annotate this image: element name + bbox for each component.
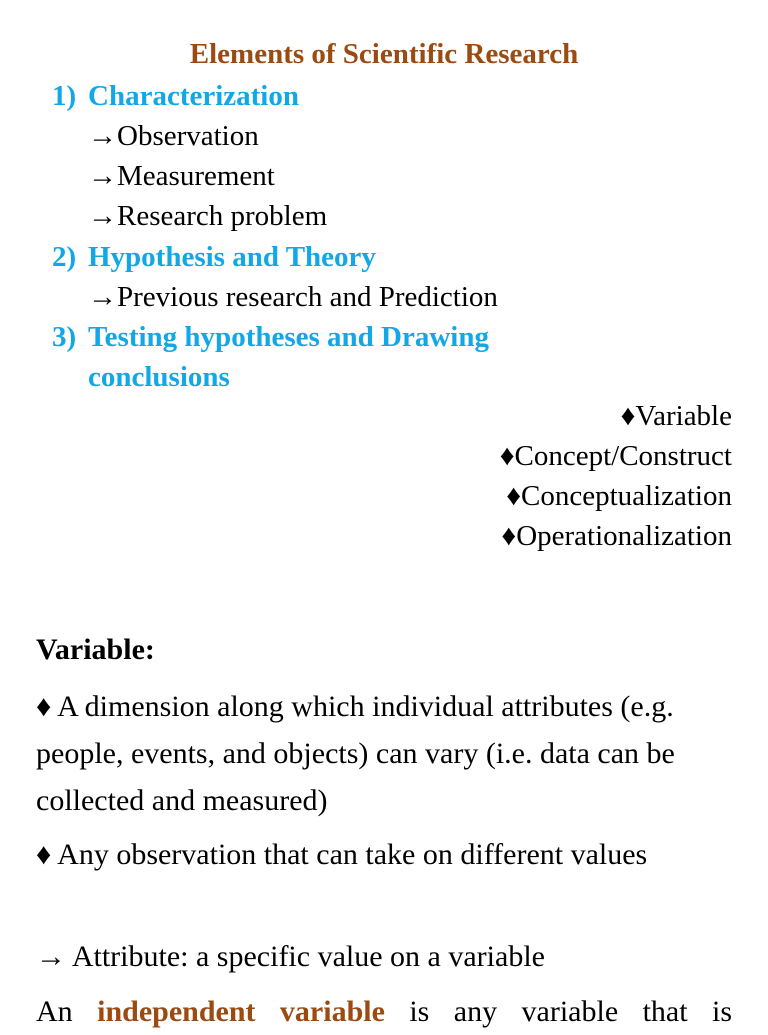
section-number: 2) [52,241,77,273]
section-title: Hypothesis and Theory [88,241,376,273]
section-heading-1 [52,76,299,116]
section-title-continued: conclusions [88,361,230,393]
paragraph-definition: ♦ A dimension along which individual attributes (e.g. people, events, and objects) can vary (i.e. data can be collected and measured) [36,690,675,817]
text-before: An [36,995,73,1028]
page-title: Elements of Scientific Research [189,38,579,70]
concept-item: ♦Concept/Construct [499,440,732,472]
section-heading-3 [52,317,489,397]
section-title: Testing hypotheses and Drawing [88,321,489,353]
section-number: 1) [52,80,77,112]
variable-heading: Variable: [36,633,155,666]
text-after: is any variable that is [409,995,732,1028]
concept-item: ♦Conceptualization [506,480,732,512]
highlight-term: independent variable [97,995,385,1028]
list-item: →Measurement [88,160,275,192]
paragraph-attribute: → Attribute: a specific value on a variable [36,940,545,973]
concept-list [500,396,732,556]
independent-variable-line [36,988,732,1035]
paragraph-observation: ♦ Any observation that can take on different values [36,838,648,871]
list-item: →Research problem [88,200,328,232]
section-heading-2 [52,237,376,277]
list-item: →Previous research and Prediction [88,281,498,313]
concept-item: ♦Variable [620,400,732,432]
section-title: Characterization [88,80,299,112]
concept-item: ♦Operationalization [501,520,732,552]
section-number: 3) [52,321,77,353]
list-item: →Observation [88,120,259,152]
